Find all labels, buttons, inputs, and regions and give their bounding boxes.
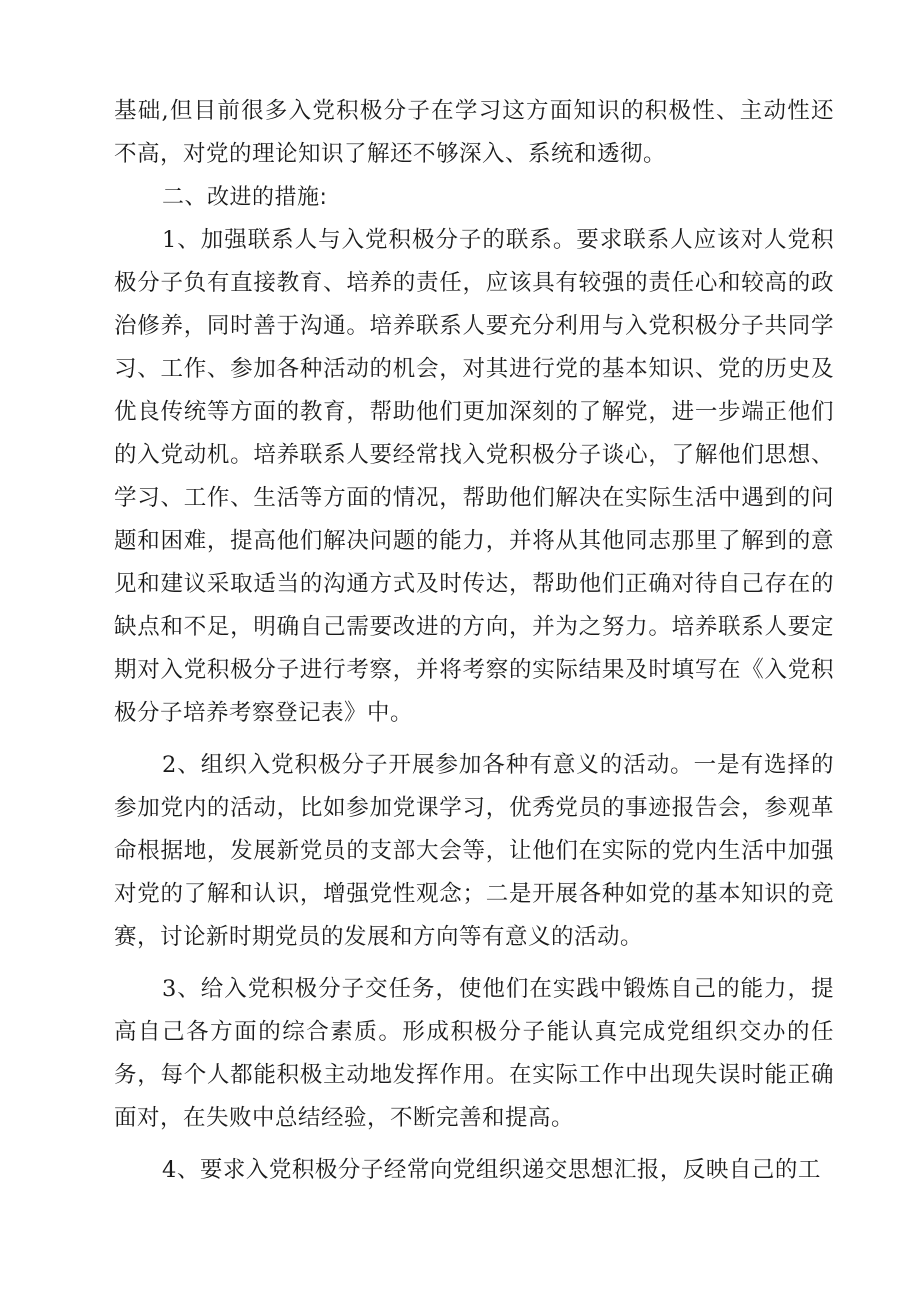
section-heading: 二、改进的措施: xyxy=(162,185,328,210)
document-body xyxy=(114,90,834,1192)
paragraph-measure-3: 3、给入党积极分子交任务，使他们在实践中锻炼自己的能力，提高自己各方面的综合素质。形成积极分子能认真完成党组织交办的任务，每个人都能积极主动地发挥作用。在实际工作中出现失误时能正确面对，在失败中总结经验，不断完善和提高。 xyxy=(114,976,834,1131)
paragraph-continuation: 基础,但目前很多入党积极分子在学习这方面知识的积极性、主动性还不高，对党的理论知识了解还不够深入、系统和透彻。 xyxy=(114,98,834,167)
paragraph-measure-2: 2、组织入党积极分子开展参加各种有意义的活动。一是有选择的参加党内的活动，比如参加党课学习，优秀党员的事迹报告会，参观革命根据地，发展新党员的支部大会等，让他们在实际的党内生活中加强对党的了解和认识，增强党性观念；二是开展各种如党的基本知识的竞赛，讨论新时期党员的发展和方向等有意义的活动。 xyxy=(114,752,834,950)
paragraph-measure-4: 4、要求入党积极分子经常向党组织递交思想汇报，反映自己的工 xyxy=(162,1157,821,1183)
paragraph-measure-1: 1、加强联系人与入党积极分子的联系。要求联系人应该对人党积极分子负有直接教育、培养的责任，应该具有较强的责任心和较高的政治修养，同时善于沟通。培养联系人要充分利用与入党积极分子共同学习、工作、参加各种活动的机会，对其进行党的基本知识、党的历史及优良传统等方面的教育，帮助他们更加深刻的了解党，进一步端正他们的入党动机。培养联系人要经常找入党积极分子谈心，了解他们思想、学习、工作、生活等方面的情况，帮助他们解决在实际生活中遇到的问题和困难，提高他们解决问题的能力，并将从其他同志那里了解到的意见和建议采取适当的沟通方式及时传达，帮助他们正确对待自己存在的缺点和不足，明确自己需要改进的方向，并为之努力。培养联系人要定期对入党积极分子进行考察，并将考察的实际结果及时填写在《入党积极分子培养考察登记表》中。 xyxy=(114,227,834,726)
